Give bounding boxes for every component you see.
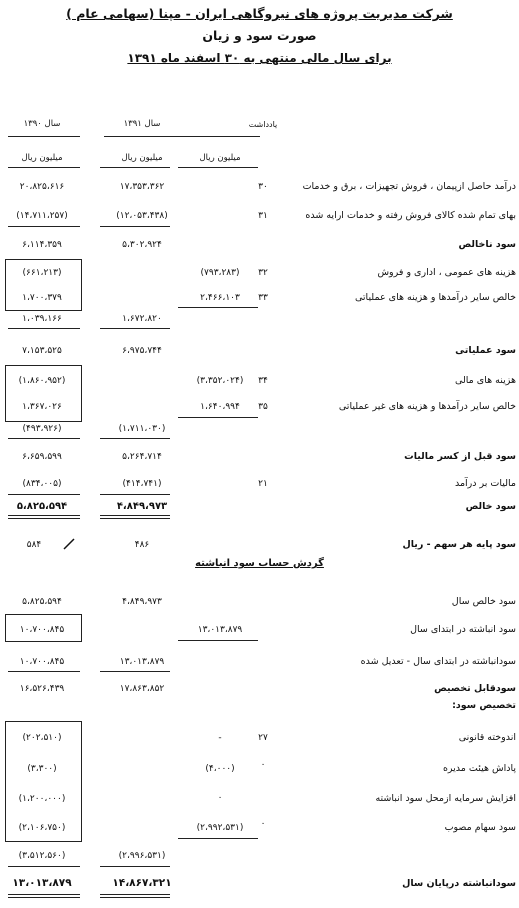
unit-col3: میلیون ریال: [21, 153, 63, 163]
unit-rule-3: [8, 167, 80, 168]
row-value: -: [218, 733, 222, 743]
bracket-box: [5, 365, 82, 422]
subtotal-rule: [178, 307, 258, 308]
statement-title: صورت سود و زیان: [202, 28, 317, 43]
subtotal-rule: [100, 494, 170, 495]
row-value: (۱،۷۱۱،۰۳۰): [118, 424, 166, 434]
row-value: (۶۶۱،۲۱۳): [22, 268, 62, 278]
row-label: اندوخته قانونی: [458, 732, 516, 743]
row-value: (۱۴،۷۱۱،۲۵۷): [16, 211, 68, 221]
row-value: ۵،۲۶۴،۷۱۴: [122, 452, 162, 462]
company-name: شرکت مدیریت پروژه های نیروگاهی ایران - مپنا (سهامی عام ): [66, 6, 453, 21]
row-label: مالیات بر درآمد: [454, 478, 516, 489]
row-value: (۲۰۲،۵۱۰): [22, 733, 62, 743]
subtotal-rule: [178, 640, 258, 641]
row-value: ۲۰،۸۲۵،۶۱۶: [19, 182, 65, 192]
row-value: (۲،۱۰۶،۷۵۰): [18, 823, 66, 833]
subtotal-rule: [100, 438, 170, 439]
subtotal-rule: [100, 226, 170, 227]
unit-rule-2: [100, 167, 170, 168]
subtotal-rule: [8, 866, 80, 867]
row-note: ۲۱: [258, 479, 268, 489]
row-value: ۱۶،۵۲۶،۴۳۹: [19, 684, 65, 694]
row-value: ۱۷،۸۶۳،۸۵۲: [119, 684, 165, 694]
row-label: سود پایه هر سهم - ریال: [402, 539, 516, 550]
row-value: (۳،۳۵۲،۰۲۴): [196, 376, 244, 386]
row-label: بهای تمام شده کالای فروش رفته و خدمات ارایه شده: [305, 210, 516, 221]
row-label: پاداش هیئت مدیره: [442, 763, 516, 774]
row-label: تخصیص سود:: [452, 700, 516, 711]
row-value: ۱۳،۰۱۳،۸۷۹: [197, 625, 243, 635]
row-note: ۳۳: [258, 293, 268, 303]
header-rule-1391: [104, 136, 260, 137]
row-value: ۵۸۴: [26, 540, 42, 550]
row-label: سود عملیاتی: [455, 345, 516, 356]
row-label: هزینه های عمومی ، اداری و فروش: [377, 267, 516, 278]
row-label: درآمد حاصل ازپیمان ، فروش تجهیزات ، برق و خدمات: [302, 181, 516, 192]
row-value: ۴،۸۴۹،۹۷۳: [122, 597, 162, 607]
subtotal-rule: [100, 671, 170, 672]
row-label: هزینه های مالی: [454, 375, 516, 386]
row-value: (۱،۸۶۰،۹۵۲): [18, 376, 66, 386]
row-value: (۴۹۳،۹۲۶): [22, 424, 62, 434]
total-double-rule: [8, 894, 80, 898]
row-value: ۱۷،۳۵۳،۳۶۲: [119, 182, 165, 192]
row-value: ۴،۸۴۹،۹۷۳: [116, 501, 168, 512]
total-double-rule: [100, 515, 170, 519]
row-label: سود ناخالص: [458, 239, 516, 250]
row-value: ۲،۴۶۶،۱۰۳: [200, 293, 240, 303]
row-label: افزایش سرمایه ازمحل سود انباشته: [375, 793, 516, 804]
row-value: (۸۳۴،۰۰۵): [22, 479, 62, 489]
section-title-retained-earnings: گردش حساب سود انباشته: [195, 558, 324, 569]
row-note: ٠: [260, 760, 266, 770]
row-value: ۷،۱۵۳،۵۲۵: [22, 346, 62, 356]
header-rule-1390: [8, 136, 80, 137]
unit-col2: میلیون ریال: [121, 153, 163, 163]
row-value: (۱،۲۰۰،۰۰۰): [18, 794, 66, 804]
statement-period: برای سال مالی منتهی به ۳۰ اسفند ماه ۱۳۹۱: [127, 51, 392, 65]
row-value: ۱۰،۷۰۰،۸۴۵: [19, 657, 65, 667]
row-label: سودانباشته درپایان سال: [402, 878, 516, 889]
row-label: سود قبل از کسر مالیات: [404, 451, 516, 462]
row-value: (۳،۳۰۰): [27, 764, 57, 774]
subtotal-rule: [178, 417, 258, 418]
row-value: ۶،۹۷۵،۷۴۴: [122, 346, 162, 356]
unit-rule-1: [178, 167, 258, 168]
subtotal-rule: [8, 671, 80, 672]
row-note: ٠: [260, 819, 266, 829]
row-value: ۵،۳۰۲،۹۲۴: [122, 240, 162, 250]
row-value: ٠: [217, 793, 223, 803]
row-label: سودقابل تخصیص: [434, 683, 516, 694]
subtotal-rule: [100, 328, 170, 329]
row-note: ۳۱: [258, 211, 268, 221]
subtotal-rule: [8, 328, 80, 329]
row-value: ۱۴،۸۶۷،۳۲۱: [112, 877, 172, 889]
row-value: (۳،۵۱۲،۵۶۰): [18, 851, 66, 861]
subtotal-rule: [8, 226, 80, 227]
subtotal-rule: [178, 838, 258, 839]
bracket-box: [5, 259, 82, 311]
row-value: ۱،۷۰۰،۳۷۹: [22, 293, 62, 303]
row-value: (۴،۰۰۰): [205, 764, 235, 774]
row-value: ۱،۰۳۹،۱۶۶: [22, 314, 62, 324]
subtotal-rule: [100, 866, 170, 867]
row-value: ۴۸۶: [134, 540, 150, 550]
year-1390-header: سال ۱۳۹۰: [23, 119, 61, 129]
row-value: (۴۱۴،۷۴۱): [122, 479, 162, 489]
row-label: خالص سایر درآمدها و هزینه های عملیاتی: [354, 292, 516, 303]
row-value: ۶،۱۱۴،۳۵۹: [22, 240, 62, 250]
row-value: (۲،۹۹۲،۵۳۱): [196, 823, 244, 833]
row-label: سود انباشته در ابتدای سال: [410, 624, 516, 635]
row-note: ۲۷: [258, 733, 268, 743]
subtotal-rule: [8, 438, 80, 439]
row-value: ۱۳،۰۱۳،۸۷۹: [12, 877, 72, 889]
row-value: ۱۳،۰۱۳،۸۷۹: [119, 657, 165, 667]
row-label: سود سهام مصوب: [444, 822, 516, 833]
row-label: سود خالص: [465, 501, 516, 512]
subtotal-rule: [8, 494, 80, 495]
row-value: ۱۰،۷۰۰،۸۴۵: [19, 625, 65, 635]
row-value: (۷۹۳،۲۸۳): [200, 268, 240, 278]
note-column-header: یادداشت: [248, 120, 278, 129]
row-note: ۳۰: [258, 182, 268, 192]
row-value: (۲،۹۹۶،۵۳۱): [118, 851, 166, 861]
row-note: ۳۵: [258, 402, 268, 412]
row-label: سودانباشته در ابتدای سال - تعدیل شده: [360, 656, 516, 667]
row-value: (۱۲،۰۵۳،۴۳۸): [116, 211, 168, 221]
row-note: ۳۲: [258, 268, 268, 278]
row-value: ۱،۶۷۲،۸۲۰: [122, 314, 162, 324]
total-double-rule: [100, 894, 170, 898]
row-label: سود خالص سال: [451, 596, 516, 607]
total-double-rule: [8, 515, 80, 519]
year-1391-header: سال ۱۳۹۱: [123, 119, 161, 129]
unit-col1: میلیون ریال: [199, 153, 241, 163]
row-value: ۶،۶۵۹،۵۹۹: [22, 452, 62, 462]
row-note: ۳۴: [258, 376, 268, 386]
row-value: ۵،۸۲۵،۵۹۴: [22, 597, 62, 607]
row-value: ۵،۸۲۵،۵۹۴: [16, 501, 68, 512]
slash-mark: [62, 537, 76, 551]
row-value: ۱،۳۶۷،۰۲۶: [22, 402, 62, 412]
row-value: ۱،۶۴۰،۹۹۴: [200, 402, 240, 412]
row-label: خالص سایر درآمدها و هزینه های غیر عملیاتی: [338, 401, 516, 412]
